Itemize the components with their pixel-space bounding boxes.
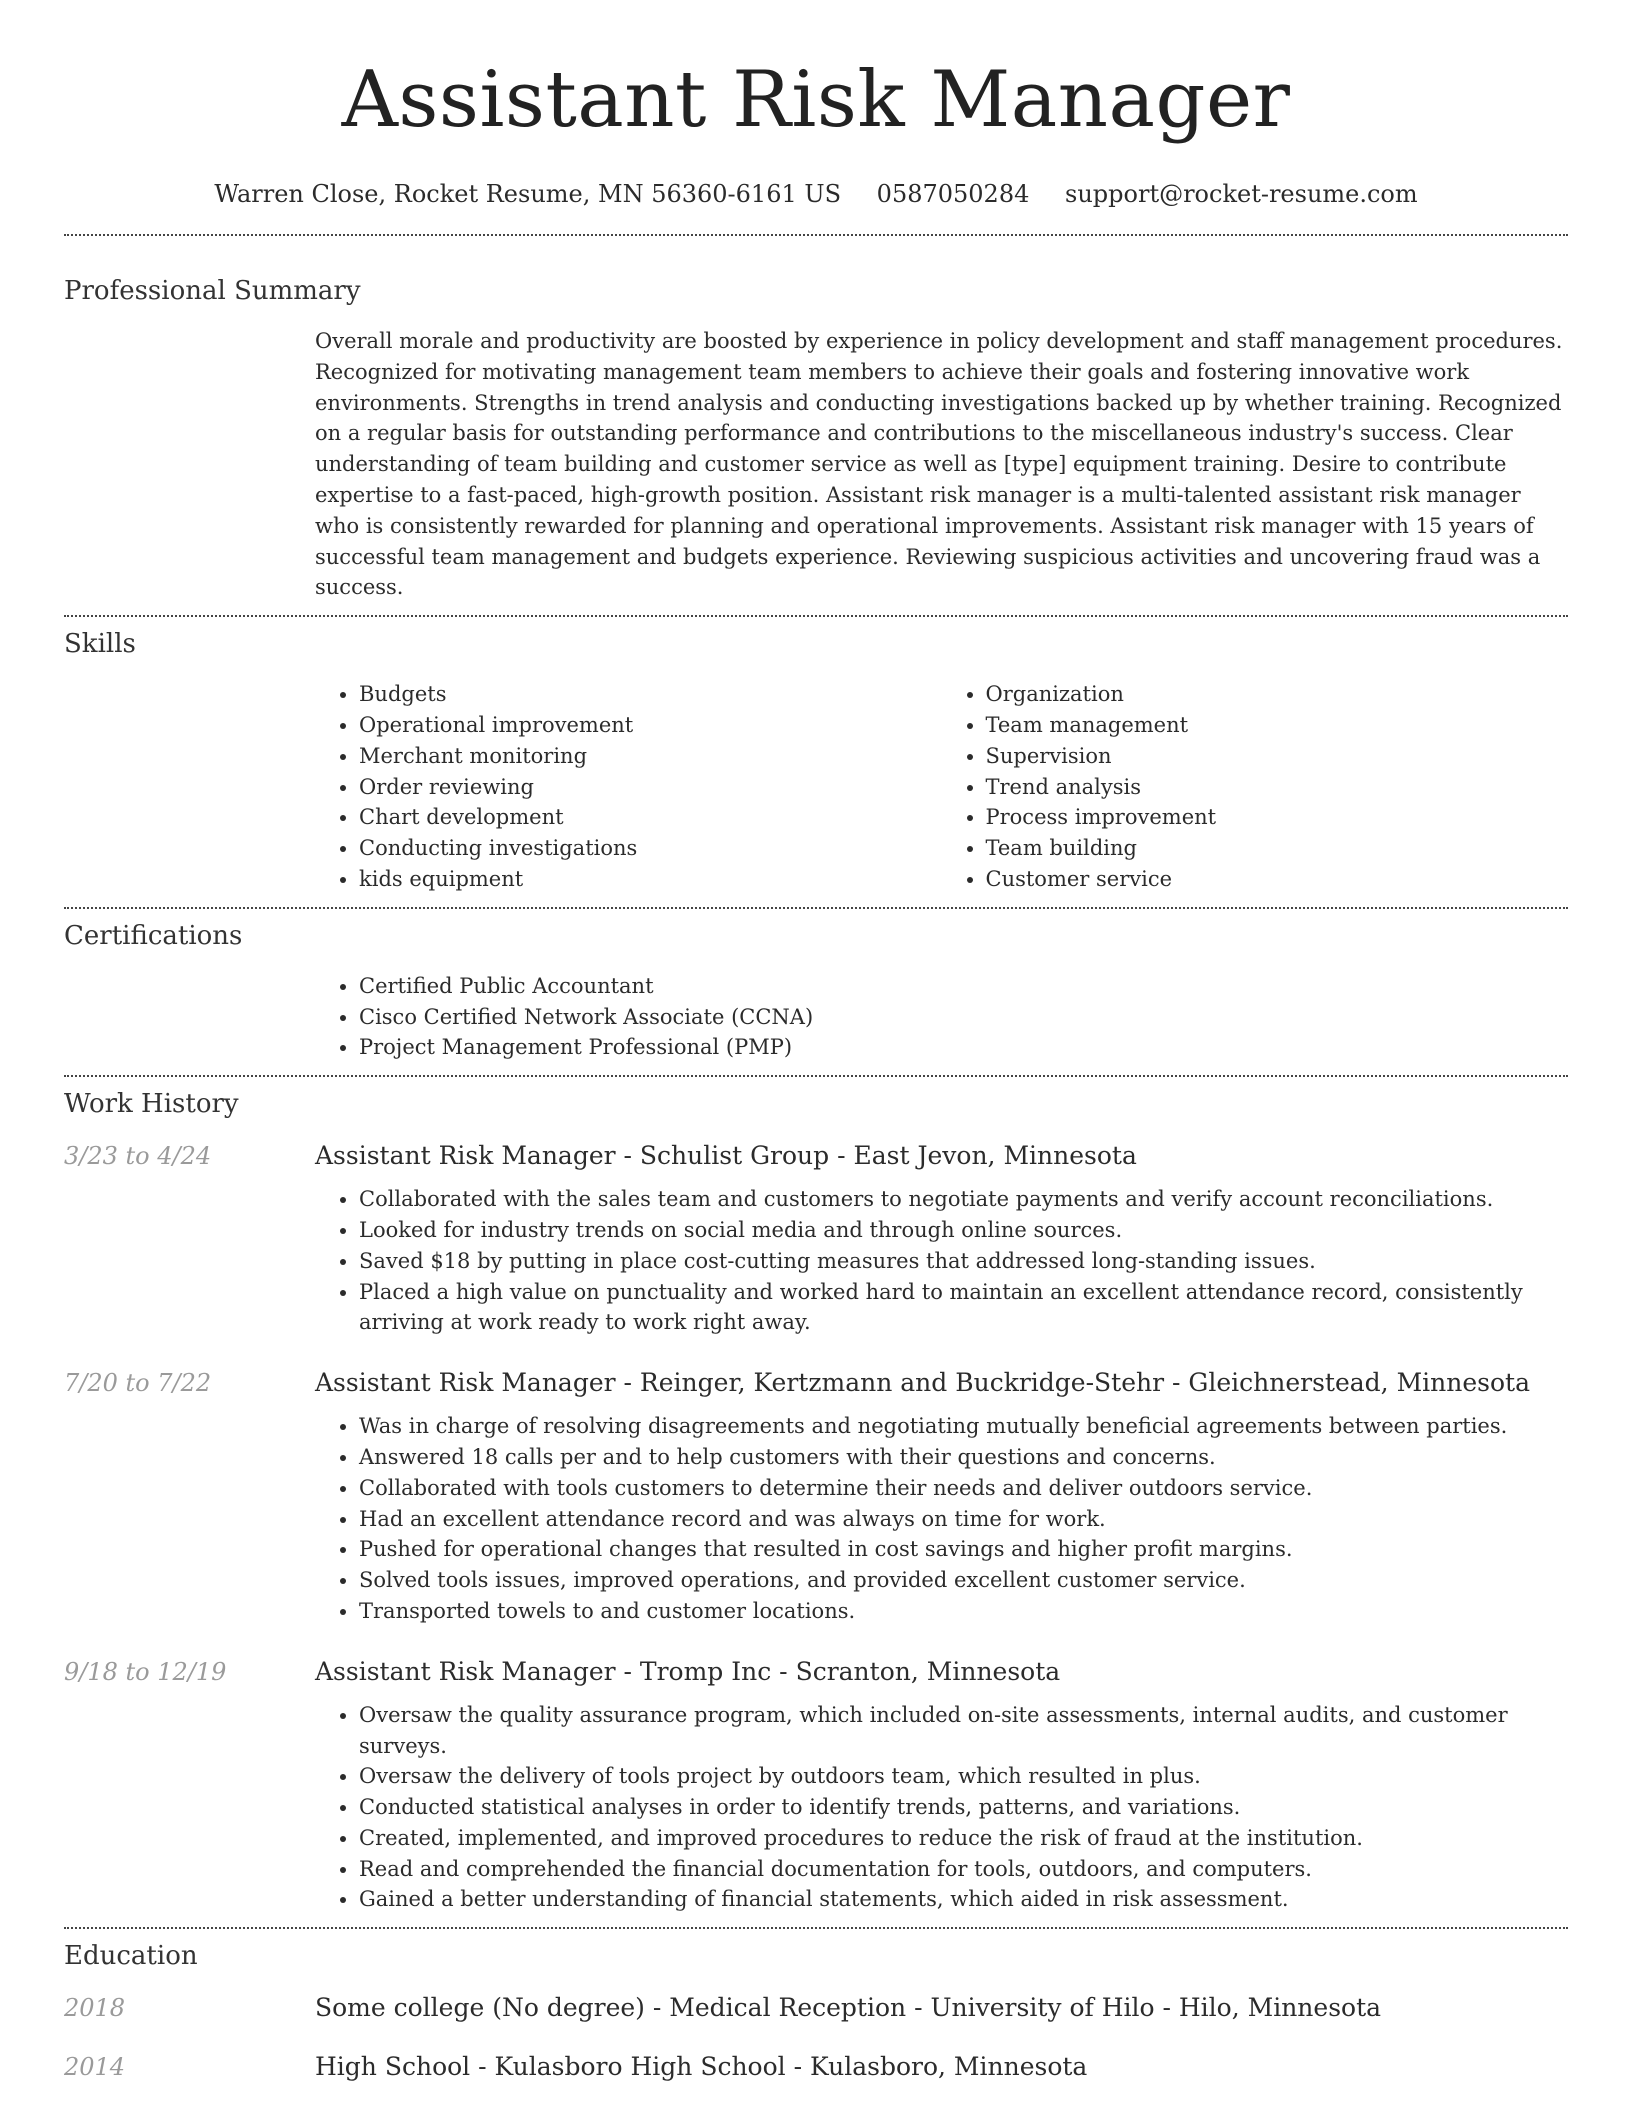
- education-year: 2014: [64, 2053, 126, 2082]
- resume-name: Assistant Risk Manager: [341, 55, 1291, 145]
- job-bullet: • Placed a high value on punctuality and worked hard to maintain an excellent attendance record, consistently arriving at work ready to work right away.: [359, 1277, 1568, 1339]
- job-entry: [0, 1657, 1632, 1916]
- job-bullet: • Saved $18 by putting in place cost-cutting measures that addressed long-standing issues.: [359, 1246, 1568, 1277]
- skill-item: • Operational improvement: [359, 710, 942, 741]
- job-bullet: • Had an excellent attendance record and was always on time for work.: [359, 1504, 1568, 1535]
- contact-email: support@rocket-resume.com: [1065, 180, 1418, 208]
- section-title-education: Education: [64, 1941, 198, 1972]
- job-dates: 7/20 to 7/22: [64, 1369, 212, 1398]
- work-history-section: [0, 1077, 1632, 1915]
- job-body: [315, 1411, 1568, 1627]
- skill-item: • Budgets: [359, 679, 942, 710]
- certification-item: • Cisco Certified Network Associate (CCNA): [359, 1002, 1568, 1033]
- skill-item: • Merchant monitoring: [359, 741, 942, 772]
- job-entry: [0, 1141, 1632, 1338]
- skill-item: • Supervision: [986, 741, 1569, 772]
- contact-address: Warren Close, Rocket Resume, MN 56360-6161 US: [214, 180, 842, 208]
- education-entry: [0, 1993, 1632, 2022]
- skill-item: • Team management: [986, 710, 1569, 741]
- job-bullet: • Read and comprehended the financial documentation for tools, outdoors, and computers.: [359, 1854, 1568, 1885]
- skill-item: • Conducting investigations: [359, 833, 942, 864]
- skill-item: • Team building: [986, 833, 1569, 864]
- job-bullet: • Was in charge of resolving disagreements and negotiating mutually beneficial agreements between parties.: [359, 1411, 1568, 1442]
- section-title-skills: Skills: [64, 629, 136, 660]
- skill-item: • Customer service: [986, 864, 1569, 895]
- education-text: Some college (No degree) - Medical Reception - University of Hilo - Hilo, Minnesota: [315, 1993, 1382, 2023]
- job-title: Assistant Risk Manager - Tromp Inc - Scranton, Minnesota: [315, 1656, 1061, 1686]
- job-bullet: • Transported towels to and customer locations.: [359, 1596, 1568, 1627]
- skills-list-left: [315, 679, 942, 895]
- job-bullet: • Oversaw the quality assurance program, which included on-site assessments, internal audits, and customer surveys.: [359, 1700, 1568, 1762]
- certifications-body: [315, 971, 1568, 1063]
- education-text: High School - Kulasboro High School - Kulasboro, Minnesota: [315, 2052, 1088, 2082]
- job-dates: 3/23 to 4/24: [64, 1142, 212, 1171]
- job-bullets: [315, 1184, 1568, 1338]
- certifications-list: [315, 971, 1568, 1063]
- skill-item: • Chart development: [359, 802, 942, 833]
- job-body: [315, 1700, 1568, 1916]
- summary-section: [0, 236, 1632, 603]
- job-bullet: • Pushed for operational changes that resulted in cost savings and higher profit margins.: [359, 1534, 1568, 1565]
- job-bullet: • Collaborated with the sales team and customers to negotiate payments and verify account reconciliations.: [359, 1184, 1568, 1215]
- job-bullet: • Created, implemented, and improved procedures to reduce the risk of fraud at the institution.: [359, 1823, 1568, 1854]
- skill-item: • kids equipment: [359, 864, 942, 895]
- skills-columns: [315, 679, 1568, 895]
- section-title-work-history: Work History: [64, 1089, 239, 1120]
- job-bullet: • Answered 18 calls per and to help customers with their questions and concerns.: [359, 1442, 1568, 1473]
- summary-text: Overall morale and productivity are boosted by experience in policy development and staff management procedures. Recognized for motivating management team members to achieve their goals and fostering innovative work environments. Strengths in trend analysis and conducting investigations backed up by whether training. Recognized on a regular basis for outstanding performance and contributions to the miscellaneous industry's success. Clear understanding of team building and customer service as well as [type] equipment training. Desire to contribute expertise to a fast-paced, high-growth position. Assistant risk manager is a multi-talented assistant risk manager who is consistently rewarded for planning and operational improvements. Assistant risk manager with 15 years of successful team management and budgets experience. Reviewing suspicious activities and uncovering fraud was a success.: [315, 329, 1563, 600]
- job-header: [0, 1368, 1632, 1397]
- certification-item: • Certified Public Accountant: [359, 971, 1568, 1002]
- job-title: Assistant Risk Manager - Reinger, Kertzmann and Buckridge-Stehr - Gleichnerstead, Minnesota: [315, 1368, 1531, 1398]
- contact-line: [0, 178, 1632, 210]
- skills-list-right: [942, 679, 1569, 895]
- contact-phone: 0587050284: [876, 180, 1030, 208]
- job-bullets: [315, 1700, 1568, 1916]
- skill-item: • Process improvement: [986, 802, 1569, 833]
- skill-item: • Order reviewing: [359, 772, 942, 803]
- job-bullet: • Gained a better understanding of financial statements, which aided in risk assessment.: [359, 1884, 1568, 1915]
- job-bullet: • Collaborated with tools customers to determine their needs and deliver outdoors service.: [359, 1473, 1568, 1504]
- job-bullet: • Conducted statistical analyses in order to identify trends, patterns, and variations.: [359, 1792, 1568, 1823]
- skills-section: [0, 617, 1632, 895]
- education-entry: [0, 2052, 1632, 2081]
- job-title: Assistant Risk Manager - Schulist Group - East Jevon, Minnesota: [315, 1141, 1137, 1171]
- job-body: [315, 1184, 1568, 1338]
- certifications-section: [0, 909, 1632, 1063]
- job-entry: [0, 1368, 1632, 1627]
- section-title-summary: Professional Summary: [64, 276, 361, 306]
- section-title-certifications: Certifications: [64, 920, 243, 951]
- job-dates: 9/18 to 12/19: [64, 1657, 227, 1686]
- job-bullet: • Solved tools issues, improved operations, and provided excellent customer service.: [359, 1565, 1568, 1596]
- certification-item: • Project Management Professional (PMP): [359, 1032, 1568, 1063]
- skill-item: • Trend analysis: [986, 772, 1569, 803]
- job-bullets: [315, 1411, 1568, 1627]
- job-bullet: • Oversaw the delivery of tools project by outdoors team, which resulted in plus.: [359, 1761, 1568, 1792]
- job-header: [0, 1141, 1632, 1170]
- job-bullet: • Looked for industry trends on social media and through online sources.: [359, 1215, 1568, 1246]
- education-section: [0, 1929, 1632, 2081]
- job-header: [0, 1657, 1632, 1686]
- education-year: 2018: [64, 1994, 126, 2023]
- skill-item: • Organization: [986, 679, 1569, 710]
